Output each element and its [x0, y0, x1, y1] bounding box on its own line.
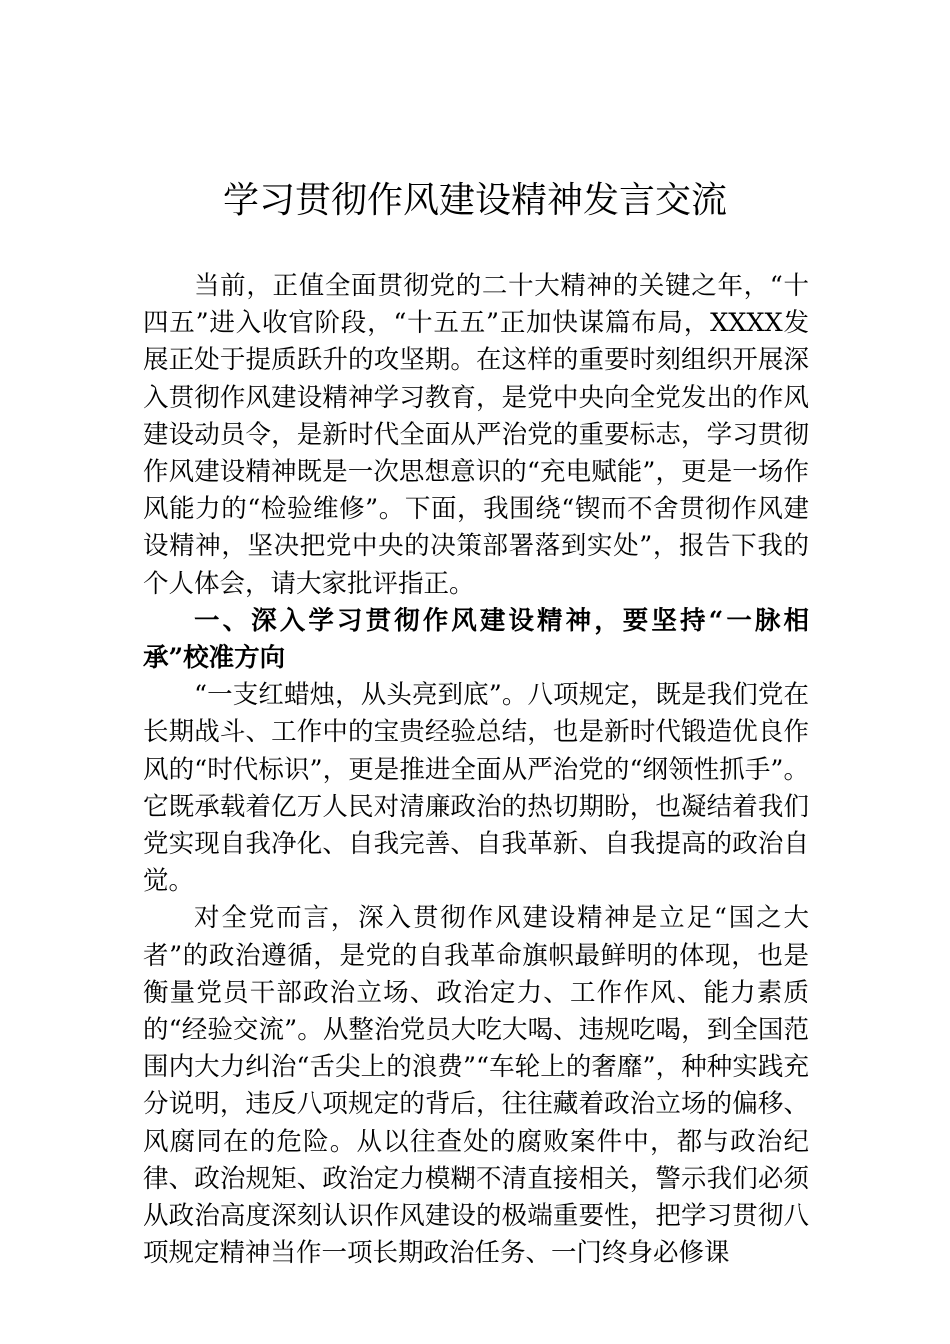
paragraph-1: “一支红蜡烛，从头亮到底”。八项规定，既是我们党在长期战斗、工作中的宝贵经验总结，也是新时代锻造优良作风的“时代标识”，更是推进全面从严治党的“纲领性抓手”。它既承载着亿万人民对清廉政治的热切期盼，也凝结着我们党实现自我净化、自我完善、自我革新、自我提高的政治自觉。	[143, 680, 809, 897]
paragraph-2: 对全党而言，深入贯彻作风建设精神是立足“国之大者”的政治遵循，是党的自我革命旗帜最鲜明的体现，也是衡量党员干部政治立场、政治定力、工作作风、能力素质的“经验交流”。从整治党员大吃大喝、违规吃喝，到全国范围内大力纠治“舌尖上的浪费”“车轮上的奢靡”，种种实践充分说明，违反八项规定的背后，往往藏着政治立场的偏移、风腐同在的危险。从以往查处的腐败案件中，都与政治纪律、政治规矩、政治定力模糊不清直接相关，警示我们必须从政治高度深刻认识作风建设的极端重要性，把学习贯彻八项规定精神当作一项长期政治任务、一门终身必修课	[143, 903, 809, 1269]
document-title: 学习贯彻作风建设精神发言交流	[222, 180, 727, 221]
section-heading-1: 一、深入学习贯彻作风建设精神，要坚持“一脉相承”校准方向	[143, 605, 809, 674]
paragraph-intro: 当前，正值全面贯彻党的二十大精神的关键之年，“十四五”进入收官阶段，“十五五”正加快谋篇布局，XXXX发展正处于提质跃升的攻坚期。在这样的重要时刻组织开展深入贯彻作风建设精神学习教育，是党中央向全党发出的作风建设动员令，是新时代全面从严治党的重要标志，学习贯彻作风建设精神既是一次思想意识的“充电赋能”，更是一场作风能力的“检验维修”。下面，我围绕“锲而不舍贯彻作风建设精神，坚决把党中央的决策部署落到实处”，报告下我的个人体会，请大家批评指正。	[143, 271, 809, 599]
document-body	[143, 268, 809, 1272]
